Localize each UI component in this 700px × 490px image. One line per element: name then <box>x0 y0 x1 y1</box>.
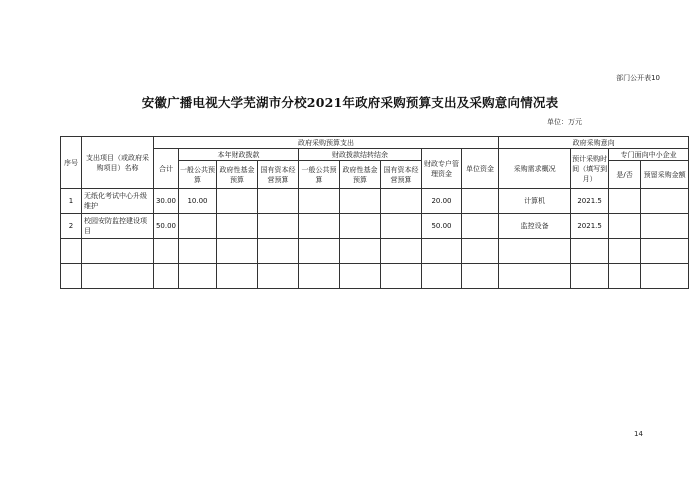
cell-seq: 1 <box>61 189 82 214</box>
table-row <box>61 189 689 214</box>
col-header-public: 一般公共预算 <box>179 161 217 189</box>
group-header-intent: 政府采购意向 <box>499 137 689 149</box>
cell-public-2 <box>299 189 340 214</box>
group-header-sme: 专门面向中小企业 <box>609 149 689 161</box>
cell-fund <box>217 214 258 239</box>
col-header-fund-2: 政府性基金预算 <box>340 161 381 189</box>
col-header-total: 合计 <box>154 149 179 189</box>
cell-special: 50.00 <box>422 214 462 239</box>
header-row-2 <box>61 149 689 161</box>
cell-demand: 监控设备 <box>499 214 571 239</box>
col-header-time: 预计采购时间（填写到月） <box>571 149 609 189</box>
cell-state-2 <box>381 189 422 214</box>
col-header-public-2: 一般公共预算 <box>299 161 340 189</box>
document-title: 安徽广播电视大学芜湖市分校2021年政府采购预算支出及采购意向情况表 <box>141 95 559 110</box>
cell-public <box>179 214 217 239</box>
cell-unit-funds <box>462 214 499 239</box>
cell-reserved <box>641 214 689 239</box>
cell-yes-no <box>609 189 641 214</box>
cell-time: 2021.5 <box>571 189 609 214</box>
cell-state <box>258 189 299 214</box>
cell-unit-funds <box>462 189 499 214</box>
col-header-item: 支出项目（或政府采购项目）名称 <box>82 137 154 189</box>
col-header-state: 国有资本经营预算 <box>258 161 299 189</box>
cell-item: 无纸化考试中心升级维护 <box>82 189 154 214</box>
cell-special: 20.00 <box>422 189 462 214</box>
cell-state-2 <box>381 214 422 239</box>
col-header-yes-no: 是/否 <box>609 161 641 189</box>
cell-reserved <box>641 189 689 214</box>
cell-item: 校园安防监控建设项目 <box>82 214 154 239</box>
col-header-unit-funds: 单位资金 <box>462 149 499 189</box>
cell-fund-2 <box>340 214 381 239</box>
col-header-special: 财政专户管理资金 <box>422 149 462 189</box>
col-header-seq: 序号 <box>61 137 82 189</box>
procurement-table <box>60 136 689 289</box>
col-header-fund: 政府性基金预算 <box>217 161 258 189</box>
table-row-empty <box>61 264 689 289</box>
table-row <box>61 214 689 239</box>
cell-fund-2 <box>340 189 381 214</box>
cell-demand: 计算机 <box>499 189 571 214</box>
table-row-empty <box>61 239 689 264</box>
group-header-carryover: 财政拨款结转结余 <box>299 149 422 161</box>
cell-yes-no <box>609 214 641 239</box>
group-header-current: 本年财政拨款 <box>179 149 299 161</box>
page-number: 14 <box>634 430 643 438</box>
cell-total: 30.00 <box>154 189 179 214</box>
cell-time: 2021.5 <box>571 214 609 239</box>
dept-table-label: 部门公开表10 <box>616 74 660 82</box>
cell-public: 10.00 <box>179 189 217 214</box>
group-header-budget: 政府采购预算支出 <box>154 137 499 149</box>
cell-seq: 2 <box>61 214 82 239</box>
col-header-demand: 采购需求概况 <box>499 149 571 189</box>
col-header-state-2: 国有资本经营预算 <box>381 161 422 189</box>
cell-total: 50.00 <box>154 214 179 239</box>
col-header-reserved: 预留采购金额 <box>641 161 689 189</box>
cell-public-2 <box>299 214 340 239</box>
cell-state <box>258 214 299 239</box>
unit-label: 单位：万元 <box>547 118 582 126</box>
header-row-1 <box>61 137 689 149</box>
cell-fund <box>217 189 258 214</box>
